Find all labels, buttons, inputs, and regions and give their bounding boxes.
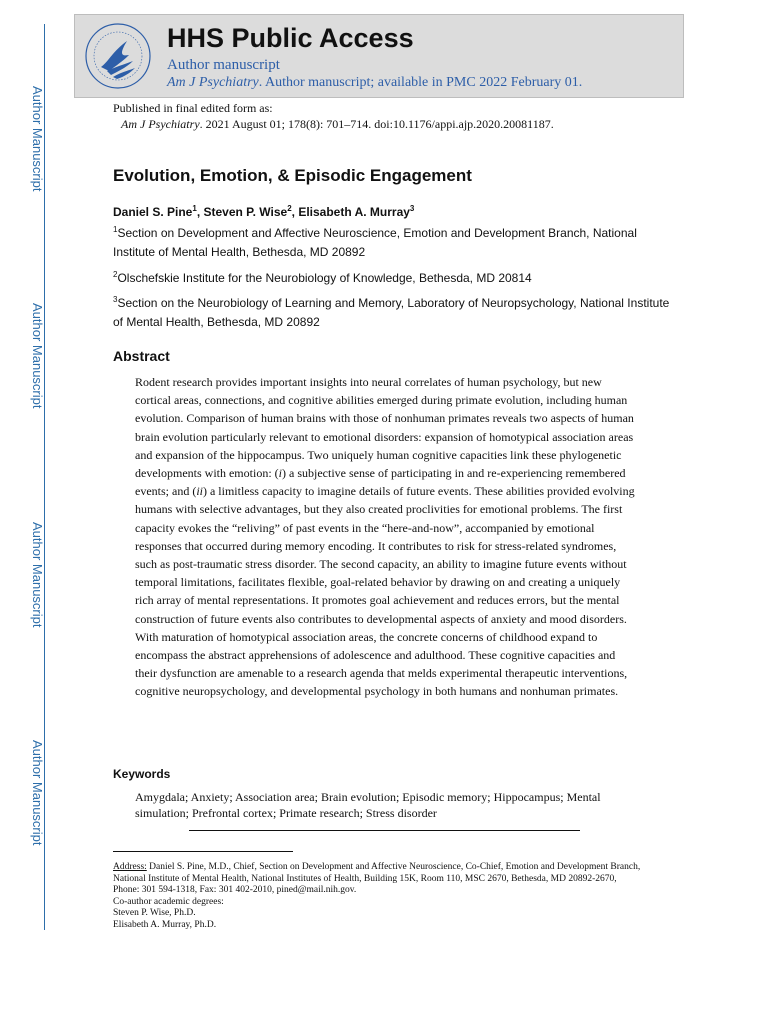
- address-label: Address:: [113, 862, 147, 872]
- coauthor-degree: Elisabeth A. Murray, Ph.D.: [113, 919, 217, 930]
- author-name: Elisabeth A. Murray: [298, 205, 410, 219]
- abstract-heading: Abstract: [113, 348, 170, 364]
- abstract-part: ) a subjective sense of participating in and re-experiencing remembered events; and (: [135, 466, 626, 499]
- citation-details: . 2021 August 01; 178(8): 701–714. doi:10.1176/appi.ajp.2020.20081187.: [199, 117, 554, 131]
- affiliation-text: Olschefskie Institute for the Neurobiology of Knowledge, Bethesda, MD 20814: [117, 271, 532, 285]
- abstract-numeral: i: [278, 466, 282, 481]
- address-text: Daniel S. Pine, M.D., Chief, Section on Development and Affective Neuroscience, Co-Chief, Emotion and Development Branch, National Institute of Mental Health, National Institutes of Health, Building 15K, Room 110, MSC 2670, Bethesda, MD 20892-2670, Phone: 301 594-1318, Fax: 301 402-2010, pined@mail.nih.gov.: [113, 862, 641, 895]
- side-label-4: Author Manuscript: [30, 740, 45, 846]
- abstract-numeral: ii: [196, 484, 203, 499]
- abstract-part: ) a limitless capacity to imagine details of future events. These abilities provided evolving humans with selective advantages, but they also created proclivities for emotional problems. The first capacity evokes the “reliving” of past events in the “here-and-now”, accompanied by emotional responses that occurred during memory encoding. It contributes to risk for stress-related syndromes, such as post-traumatic stress disorder. The second capacity, an ability to imagine future events without temporal limitations, facilitates flexible, goal-related behavior by drawing on and creating a uniquely rich array of mental representations. It promotes goal achievement and reduces errors, but the mental construction of future events also contributes to developmental aspects of anxiety and mood disorders. With maturation of homotypical association areas, the concrete concerns of childhood expand to encompass the abstract apprehensions of adolescence and adulthood. These cognitive capacities and their dysfunction are amenable to a research agenda that melds experimental therapeutic interventions, cognitive neuropsychology, and developmental psychology in both humans and nonhuman primates.: [135, 484, 635, 699]
- citation-journal: Am J Psychiatry: [121, 117, 200, 131]
- affiliation-text: Section on the Neurobiology of Learning and Memory, Laboratory of Neuropsychology, National Institute of Mental Health, Bethesda, MD 20892: [113, 296, 670, 329]
- author-affiliation-mark: 1: [192, 204, 197, 213]
- affiliation: [113, 269, 673, 288]
- author-separator: ,: [196, 205, 204, 219]
- section-divider: [189, 830, 580, 831]
- side-label-2: Author Manuscript: [30, 303, 45, 409]
- affiliation: [113, 294, 673, 332]
- author-name: Steven P. Wise: [203, 205, 288, 219]
- article-title: Evolution, Emotion, & Episodic Engagement: [113, 166, 472, 185]
- side-label-3: Author Manuscript: [30, 522, 45, 628]
- affiliation-mark: 2: [113, 270, 118, 279]
- keywords-heading: Keywords: [113, 767, 171, 781]
- footnote-divider: [113, 851, 293, 852]
- abstract-part: Rodent research provides important insights into neural correlates of human psychology, but new cortical areas, connections, and cognitive abilities emerged during primate evolution, including human evolution. Comparison of human brains with those of nonhuman primates reveals two aspects of human brain evolution particularly relevant to emotional disorders: expansion of homotypical association areas and expansion of the hippocampus. Two uniquely human cognitive capacities link these phylogenetic developments with emotion: (: [135, 375, 634, 481]
- published-citation: [121, 117, 554, 132]
- affiliation-mark: 1: [113, 225, 118, 234]
- affiliation-text: Section on Development and Affective Neuroscience, Emotion and Development Branch, National Institute of Mental Health, Bethesda, MD 20892: [113, 226, 637, 259]
- side-label-1: Author Manuscript: [30, 86, 45, 192]
- author-affiliation-mark: 3: [409, 204, 415, 213]
- hhs-eagle-logo-icon: [83, 21, 153, 91]
- author-list: [113, 205, 414, 219]
- hhs-banner: [74, 14, 684, 98]
- author-name: Daniel S. Pine: [113, 205, 193, 219]
- correspondence-footnote: [113, 862, 643, 931]
- banner-journal-name: Am J Psychiatry: [167, 75, 259, 90]
- banner-title: HHS Public Access: [167, 23, 414, 53]
- banner-journal-line: [167, 75, 582, 91]
- author-separator: ,: [291, 205, 299, 219]
- banner-subtitle: Author manuscript: [167, 57, 280, 73]
- coauthor-label: Co-author academic degrees:: [113, 896, 224, 907]
- keywords-list: Amygdala; Anxiety; Association area; Brain evolution; Episodic memory; Hippocampus; Mental simulation; Prefrontal cortex; Primate research; Stress disorder: [135, 790, 601, 820]
- published-label: Published in final edited form as:: [113, 101, 273, 115]
- author-affiliation-mark: 2: [287, 204, 292, 213]
- affiliation: [113, 224, 673, 262]
- banner-availability: . Author manuscript; available in PMC 2022 February 01.: [258, 75, 583, 90]
- coauthor-degree: Steven P. Wise, Ph.D.: [113, 908, 196, 918]
- abstract-body: [135, 373, 635, 701]
- affiliation-mark: 3: [113, 295, 118, 304]
- address-block: [113, 862, 643, 897]
